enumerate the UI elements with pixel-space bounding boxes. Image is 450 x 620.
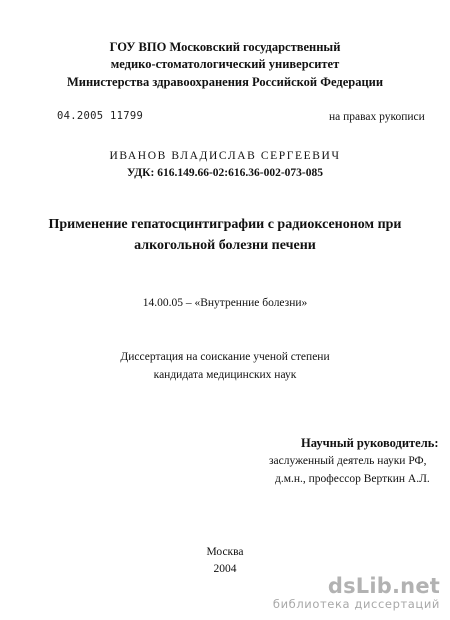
institution-line-1: ГОУ ВПО Московский государственный	[109, 40, 341, 54]
library-stamp-number: 04.2005 11799	[57, 110, 144, 122]
author-name: ИВАНОВ ВЛАДИСЛАВ СЕРГЕЕВИЧ	[109, 150, 341, 162]
watermark-subtitle: библиотека диссертаций	[272, 597, 440, 611]
supervisor-name: д.м.н., профессор Верткин А.Л.	[275, 473, 430, 485]
dissertation-title-line-1: Применение гепатосцинтиграфии с радиоксеноном при	[48, 217, 402, 232]
supervisor-title: заслуженный деятель науки РФ,	[269, 455, 427, 467]
rights-note: на правах рукописи	[329, 111, 425, 123]
institution-line-2: медико-стоматологический университет	[110, 57, 340, 71]
degree-line-1: Диссертация на соискание ученой степени	[120, 351, 330, 363]
year: 2004	[213, 563, 237, 575]
city: Москва	[206, 546, 244, 558]
institution-line-3: Министерства здравоохранения Российской Федерации	[66, 75, 384, 89]
supervisor-heading: Научный руководитель:	[301, 436, 439, 450]
udc-code: УДК: 616.149.66-02:616.36-002-073-085	[126, 167, 323, 179]
specialty: 14.00.05 – «Внутренние болезни»	[142, 297, 308, 309]
watermark-logo-text: dsLib.net	[327, 574, 440, 598]
dissertation-title-line-2: алкогольной болезни печени	[134, 238, 316, 253]
degree-line-2: кандидата медицинских наук	[153, 369, 297, 381]
watermark	[273, 575, 440, 611]
